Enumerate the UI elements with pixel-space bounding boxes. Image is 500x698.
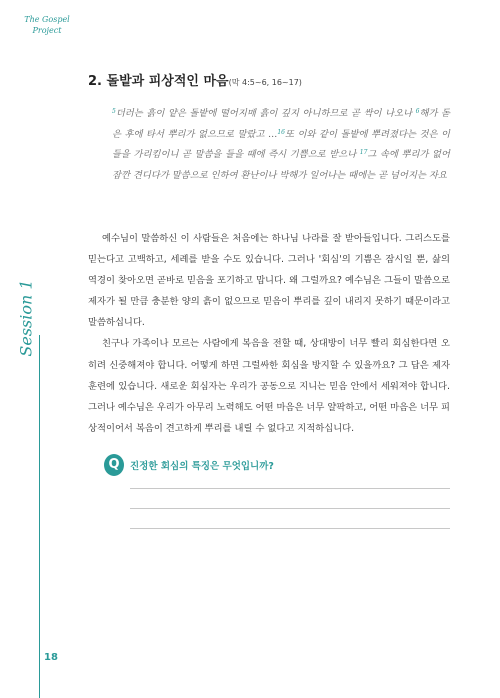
verse-number: 16 bbox=[277, 128, 285, 136]
side-rule bbox=[39, 335, 40, 698]
brand-line-2: Project bbox=[32, 26, 62, 35]
verse-text: 또 이와 같이 돌밭에 뿌려졌다는 것은 이들을 가리킴이니 곧 말씀을 들을 때에 즉시 기쁨으로 받으나 bbox=[112, 128, 450, 161]
section-title bbox=[88, 70, 302, 89]
scripture-reference: (막 4:5~6, 16~17) bbox=[228, 78, 302, 87]
question-text: 진정한 회심의 특징은 무엇입니까? bbox=[130, 461, 274, 472]
verse-number: 17 bbox=[359, 149, 368, 157]
verse-number: 5 bbox=[112, 108, 116, 115]
answer-line[interactable] bbox=[130, 508, 450, 509]
body-paragraph: 친구나 가족이나 모르는 사람에게 복음을 전할 때, 상대방이 너무 빨리 회심한다면 오히려 신중해져야 합니다. 어떻게 하면 그럴싸한 회심을 방지할 수 있을까요? 그 답은 제자 훈련에 있습니다. 새로운 회심자는 우리가 공동으로 지니는 믿음 안에서 세워져야 합니다. 그러나 예수님은 우리가 아무리 노력해도 어떤 마음은 너무 얄팍하고, 어떤 마음은 너무 피상적이어서 복음이 견고하게 뿌리를 내릴 수 없다고 지적하십니다. bbox=[88, 338, 450, 434]
brand-line-1: The Gospel bbox=[24, 15, 70, 24]
section-title-text: 2. 돌밭과 피상적인 마음 bbox=[88, 74, 229, 89]
question-icon: Q bbox=[104, 454, 124, 476]
body-paragraph: 예수님이 말씀하신 이 사람들은 처음에는 하나님 나라를 잘 받아들입니다. 그리스도를 믿는다고 고백하고, 세례를 받을 수도 있습니다. 그러나 '회심'의 기쁨은 잠시일 뿐, 삶의 역경이 찾아오면 곧바로 믿음을 포기하고 맙니다. 왜 그럴까요? 예수님은 그들이 말씀으로 제자가 될 만큼 충분한 양의 흙이 없으므로 믿음이 뿌리를 깊이 내리지 못하기 때문이라고 말씀하십니다. bbox=[88, 233, 450, 329]
verse-text: 그 속에 뿌리가 없어 잠깐 견디다가 말씀으로 인하여 환난이나 박해가 일어나는 때에는 곧 넘어지는 자요 bbox=[112, 149, 450, 181]
body-text bbox=[88, 228, 450, 439]
session-label: Session 1 bbox=[16, 279, 36, 357]
answer-line[interactable] bbox=[130, 528, 450, 529]
verse-text: 더러는 흙이 얕은 돌밭에 떨어지매 흙이 깊지 아니하므로 곧 싹이 나오나 bbox=[115, 108, 416, 119]
verse-text: 해가 돋은 후에 타서 뿌리가 없으므로 말랐고 … bbox=[112, 108, 450, 140]
page-number: 18 bbox=[44, 652, 58, 663]
brand-logo bbox=[22, 14, 72, 36]
scripture-quote bbox=[112, 104, 450, 186]
answer-line[interactable] bbox=[130, 488, 450, 489]
verse-number: 6 bbox=[415, 108, 420, 115]
